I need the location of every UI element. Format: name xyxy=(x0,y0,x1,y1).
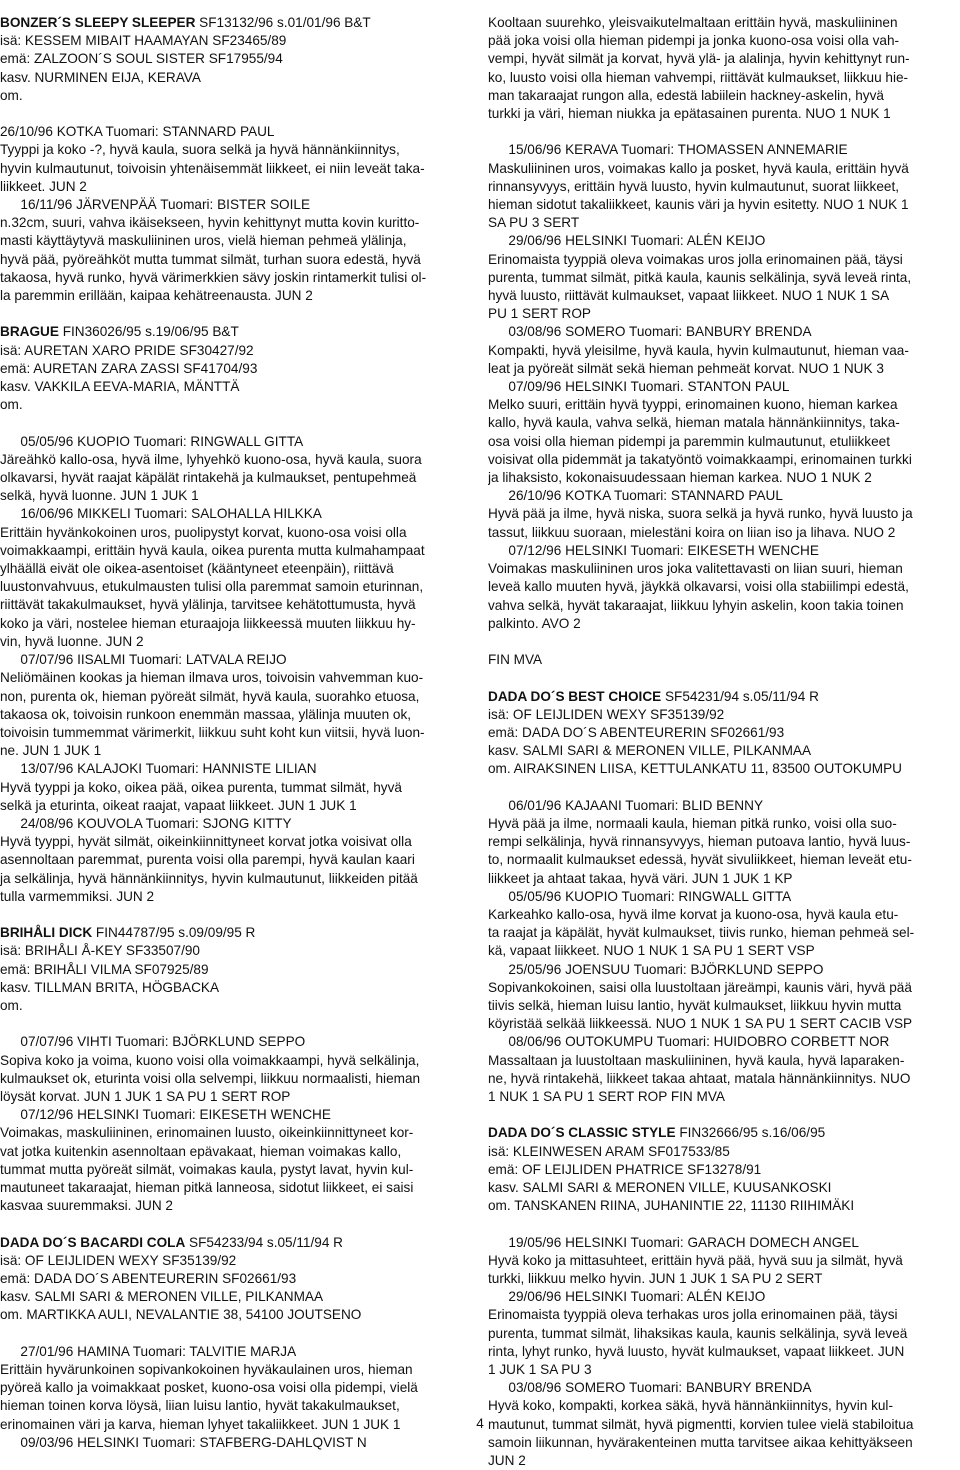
text-line: tummat mutta pyöreät silmät, voimakas kaula, pystyt lavat, hyvin kul- xyxy=(0,1161,414,1177)
right-column xyxy=(488,14,960,1470)
text-line: purenta, tummat silmät, lihaksikas kaula, kaunis selkälinja, syvä leveä xyxy=(488,1325,908,1341)
text-line: Karkeahko kallo-osa, hyvä ilme korvat ja kuono-osa, hyvä kaula etu- xyxy=(488,906,899,922)
text-line: 24/08/96 KOUVOLA Tuomari: SJONG KITTY xyxy=(0,815,292,831)
text-line: emä: ZALZOON´S SOUL SISTER SF17955/94 xyxy=(0,51,283,67)
text-line: liikkeet. JUN 2 xyxy=(0,178,87,194)
text-line: Hyvä pää ja ilme, hyvä niska, suora selkä ja hyvä runko, hyvä luusto ja xyxy=(488,506,913,522)
text-line: koko ja väri, nostelee hieman eturaajoja liikkeessä muuten liikkuu hy- xyxy=(0,615,416,631)
text-line: kallo, hyvä kaula, vahva selkä, hieman matala hännänkiinnitys, taka- xyxy=(488,415,900,431)
text-line: kasvaa suuremmaksi. JUN 2 xyxy=(0,1198,173,1214)
text-line: ko, luusto voisi olla hieman vahvempi, riittävät kulmaukset, liikkuu hie- xyxy=(488,69,909,85)
text-line: vempi, hyvät silmät ja korvat, hyvä ylä- ja alalinja, hyvin kehittynyt run- xyxy=(488,51,910,67)
dog-name: DADA DO´S BACARDI COLA xyxy=(0,1234,186,1250)
text-line: 09/03/96 HELSINKI Tuomari: STAFBERG-DAHLQVIST N xyxy=(0,1434,367,1450)
text-line: vahva selkä, hyvät takaraajat, liikkuu lyhyin askelin, koon takia toinen xyxy=(488,597,904,613)
entry-spacer xyxy=(0,305,466,323)
text-line: kasv. NURMINEN EIJA, KERAVA xyxy=(0,69,201,85)
text-line: kä, vapaat liikkeet. NUO 1 NUK 1 SA PU 1 SERT VSP xyxy=(488,943,815,959)
text-line: 15/06/96 KERAVA Tuomari: THOMASSEN ANNEMARIE xyxy=(488,142,848,158)
text-line: hyvin kulmautunut, toivoisin yhtenäisemmät liikkeet, ei niin leveät taka- xyxy=(0,160,425,176)
text-line: isä: KLEINWESEN ARAM SF017533/85 xyxy=(488,1143,730,1159)
text-line: Erinomaista tyyppiä oleva voimakas uros jolla erinomainen pää, täysi xyxy=(488,251,903,267)
text-line: Erittäin hyvärunkoinen sopivankokoinen hyväkaulainen uros, hieman xyxy=(0,1361,413,1377)
text-line: leat ja pyöreät silmät sekä hieman pehmeät korvat. NUO 1 NUK 3 xyxy=(488,360,884,376)
text-line: tassut, liikkuu suoraan, mielestäni koira on liian iso ja lihava. NUO 2 xyxy=(488,524,896,540)
text-line: kulmaukset ok, eturinta voisi olla selvempi, liikkuu normaalisti, hieman xyxy=(0,1070,421,1086)
text-line: to, normaalit kulmaukset edessä, hyvät sivuliikkeet, hieman leveät etu- xyxy=(488,852,912,868)
text-line: om. xyxy=(0,87,23,103)
text-line: takaosa, hyvä runko, hyvä värimerkkien sävy joskin rintamerkit tulisi ol- xyxy=(0,269,427,285)
entry-brihali xyxy=(0,924,466,1215)
text-line: om. xyxy=(0,397,23,413)
text-line: pyöreä kallo ja voimakkaat posket, kuono-osa voisi olla pidempi, vielä xyxy=(0,1380,418,1396)
text-line: 1 NUK 1 SA PU 1 SERT ROP FIN MVA xyxy=(488,1088,725,1104)
dog-name: BONZER´S SLEEPY SLEEPER xyxy=(0,15,196,30)
text-line: 26/10/96 KOTKA Tuomari: STANNARD PAUL xyxy=(0,124,275,140)
blank-line xyxy=(0,105,466,123)
text-line: 29/06/96 HELSINKI Tuomari: ALÉN KEIJO xyxy=(488,233,766,249)
text-line: Sopivankokoinen, saisi olla luustoltaan järeämpi, kaunis väri, hyvä pää xyxy=(488,979,912,995)
text-line: Melko suuri, erittäin hyvä tyyppi, erinomainen kuono, hieman karkea xyxy=(488,397,898,413)
blank-line xyxy=(488,633,960,651)
text-line: om. TANSKANEN RIINA, JUHANINTIE 22, 11130 RIIHIMÄKI xyxy=(488,1198,855,1214)
blank-line xyxy=(488,1215,960,1233)
text-line: Voimakas maskuliininen uros joka valitettavasti on liian suuri, hieman xyxy=(488,561,903,577)
text-line: 25/05/96 JOENSUU Tuomari: BJÖRKLUND SEPPO xyxy=(488,961,824,977)
left-column xyxy=(0,14,466,1452)
text-line: non, purenta ok, hieman pyöreät silmät, hyvä kaula, suorahko etuosa, xyxy=(0,688,420,704)
text-line: 07/09/96 HELSINKI Tuomari. STANTON PAUL xyxy=(488,379,790,395)
text-line: Kompakti, hyvä yleisilme, hyvä kaula, hyvin kulmautunut, hieman vaa- xyxy=(488,342,909,358)
blank-line xyxy=(0,414,466,432)
text-line: om. MARTIKKA AULI, NEVALANTIE 38, 54100 JOUTSENO xyxy=(0,1307,362,1323)
text-line: kasv. SALMI SARI & MERONEN VILLE, KUUSANKOSKI xyxy=(488,1179,832,1195)
text-line: 07/12/96 HELSINKI Tuomari: EIKESETH WENCHE xyxy=(0,1107,331,1123)
dog-name: DADA DO´S CLASSIC STYLE xyxy=(488,1125,676,1141)
text-line: kasv. VAKKILA EEVA-MARIA, MÄNTTÄ xyxy=(0,379,240,395)
text-line: Järeähkö kallo-osa, hyvä ilme, lyhyehkö kuono-osa, hyvä kaula, suora xyxy=(0,451,422,467)
text-line: isä: OF LEIJLIDEN WEXY SF35139/92 xyxy=(0,1252,237,1268)
text-line: Hyvä koko ja mittasuhteet, erittäin hyvä pää, hyvä suu ja silmät, hyvä xyxy=(488,1252,903,1268)
text-line: emä: BRIHÅLI VILMA SF07925/89 xyxy=(0,961,209,977)
text-line: rinnansyvyys, erittäin hyvä luusto, hyvin kulmautunut, suorat liikkeet, xyxy=(488,178,900,194)
text-line: Erinomaista tyyppiä oleva terhakas uros jolla erinomainen pää, täysi xyxy=(488,1307,898,1323)
text-line: purenta, tummat silmät, pitkä kaula, kaunis selkälinja, syvä leveä rinta, xyxy=(488,269,912,285)
text-line: n.32cm, suuri, vahva ikäisekseen, hyvin kehittynyt mutta kovin kuritto- xyxy=(0,215,420,231)
text-line: leveä kallo muuten hyvä, jäykkä olkavarsi, voisi olla stabiilimpi edestä, xyxy=(488,579,909,595)
text-line: 07/07/96 IISALMI Tuomari: LATVALA REIJO xyxy=(0,652,287,668)
dog-name: DADA DO´S BEST CHOICE xyxy=(488,688,662,704)
text-line: löysät korvat. JUN 1 JUK 1 SA PU 1 SERT ROP xyxy=(0,1088,291,1104)
dog-header: DADA DO´S BACARDI COLA SF54233/94 s.05/11/94 R xyxy=(0,1234,343,1250)
text-line: tiivis selkä, hieman luisu lantio, hyvät kulmaukset, liikkuu hyvin mutta xyxy=(488,997,902,1013)
text-line: 06/01/96 KAJAANI Tuomari: BLID BENNY xyxy=(488,797,764,813)
text-line: SA PU 3 SERT xyxy=(488,215,580,231)
page-number: 4 xyxy=(476,1416,484,1431)
text-line: 16/11/96 JÄRVENPÄÄ Tuomari: BISTER SOILE xyxy=(0,197,311,213)
text-line: Hyvä koko, kompakti, korkea säkä, hyvä hännänkiinnitys, hyvin kul- xyxy=(488,1398,893,1414)
text-line: köyristää selkää liikkeessä. NUO 1 NUK 1 SA PU 1 SERT CACIB VSP xyxy=(488,1016,913,1032)
text-line: Massaltaan ja luustoltaan maskuliininen, hyvä kaula, hyvä laparaken- xyxy=(488,1052,905,1068)
text-line: 26/10/96 KOTKA Tuomari: STANNARD PAUL xyxy=(488,488,783,504)
entry-bonzer xyxy=(0,14,466,305)
text-line: 03/08/96 SOMERO Tuomari: BANBURY BRENDA xyxy=(488,1380,812,1396)
text-line: liikkeet ja ahtaat takaa, hyvä väri. JUN 1 JUK 1 KP xyxy=(488,870,793,886)
dog-header: BRIHÅLI DICK FIN44787/95 s.09/09/95 R xyxy=(0,925,256,941)
blank-line xyxy=(0,1325,466,1343)
text-line: kasv. SALMI SARI & MERONEN VILLE, PILKANMAA xyxy=(488,743,812,759)
entry-bestchoice xyxy=(488,688,960,1107)
dog-header: DADA DO´S CLASSIC STYLE FIN32666/95 s.16/06/95 xyxy=(488,1125,826,1141)
dog-header: BRAGUE FIN36026/95 s.19/06/95 B&T xyxy=(0,324,239,340)
text-line: palkinto. AVO 2 xyxy=(488,615,581,631)
text-line: Hyvä tyyppi ja koko, oikea pää, oikea purenta, tummat silmät, hyvä xyxy=(0,779,402,795)
entry-brague xyxy=(0,323,466,906)
text-line: olkavarsi, hyvät raajat käpälät rintakehä ja kulmaukset, pentupehmeä xyxy=(0,470,417,486)
text-line: mautunut, tummat silmät, hyvä pigmentti, korvien tulee vielä stabiloitua xyxy=(488,1416,914,1432)
text-line: FIN MVA xyxy=(488,652,543,668)
text-line: 03/08/96 SOMERO Tuomari: BANBURY BRENDA xyxy=(488,324,812,340)
entry-spacer xyxy=(488,669,960,687)
text-line: 08/06/96 OUTOKUMPU Tuomari: HUIDOBRO CORBETT NOR xyxy=(488,1034,890,1050)
text-line: isä: KESSEM MIBAIT HAAMAYAN SF23465/89 xyxy=(0,33,287,49)
text-line: ylhäällä eivät ole oikea-asentoiset (kääntyneet eteenpäin), riittävä xyxy=(0,561,394,577)
text-line: isä: OF LEIJLIDEN WEXY SF35139/92 xyxy=(488,706,725,722)
text-line: hieman sidotut takaliikkeet, kaunis väri ja hyvin esitetty. NUO 1 NUK 1 xyxy=(488,197,909,213)
text-line: hieman toinen korva löysä, liian luisu lantio, hyvät takakulmaukset, xyxy=(0,1398,400,1414)
text-line: rinta, lyhyt runko, hyvä luusto, hyvät kulmaukset, vapaat liikkeet. JUN xyxy=(488,1343,905,1359)
text-line: 27/01/96 HAMINA Tuomari: TALVITIE MARJA xyxy=(0,1343,297,1359)
text-line: ne, hyvä rintakehä, liikkeet takaa ahtaat, matala hännänkiinnitys. NUO xyxy=(488,1070,911,1086)
blank-line xyxy=(488,779,960,797)
blank-line xyxy=(488,123,960,141)
text-line: 19/05/96 HELSINKI Tuomari: GARACH DOMECH ANGEL xyxy=(488,1234,859,1250)
text-line: hyvä pää, pyöreähköt mutta tummat silmät, turhan suora edestä, hyvä xyxy=(0,251,421,267)
text-line: ja lihaksisto, kokonaisuudessaan hieman karkea. NUO 1 NUK 2 xyxy=(488,470,872,486)
text-line: toivoisin tummemmat värimerkit, liikkuu suht koht kun viitsii, hyvä luon- xyxy=(0,724,425,740)
entry-spacer xyxy=(488,1106,960,1124)
text-line: osa voisi olla hieman pidempi ja paremmin kulmautunut, etuliikkeet xyxy=(488,433,890,449)
text-line: Tyyppi ja koko -?, hyvä kaula, suora selkä ja hyvä hännänkiinnitys, xyxy=(0,142,400,158)
text-line: Voimakas, maskuliininen, erinomainen luusto, oikeinkiinnittyneet kor- xyxy=(0,1125,414,1141)
text-line: kasv. TILLMAN BRITA, HÖGBACKA xyxy=(0,979,220,995)
text-line: ja selkälinja, hyvä hännänkiinnitys, hyvin kulmautunut, liikkeiden pitää xyxy=(0,870,418,886)
text-line: la paremmin erillään, kaipaa kehätreenausta. JUN 2 xyxy=(0,288,313,304)
text-line: man takaraajat rungon alla, edestä labiilein hackney-askelin, hyvä xyxy=(488,87,884,103)
text-line: masti käyttäytyvä maskuliininen uros, vielä hieman pehmeä ylälinja, xyxy=(0,233,407,249)
text-line: pää joka voisi olla hieman pidempi ja jonka kuono-osa voisi olla vah- xyxy=(488,33,900,49)
text-line: om. xyxy=(0,997,23,1013)
text-line: rempi selkälinja, hyvä rinnansyvyys, hieman putoava lantio, hyvä luus- xyxy=(488,834,911,850)
text-line: kasv. SALMI SARI & MERONEN VILLE, PILKANMAA xyxy=(0,1289,324,1305)
text-line: 16/06/96 MIKKELI Tuomari: SALOHALLA HILKKA xyxy=(0,506,322,522)
text-line: 05/05/96 KUOPIO Tuomari: RINGWALL GITTA xyxy=(488,888,792,904)
text-line: 07/07/96 VIHTI Tuomari: BJÖRKLUND SEPPO xyxy=(0,1034,306,1050)
text-line: mautuneet takaraajat, hieman pitkä lanneosa, sidotut liikkeet, ei saisi xyxy=(0,1179,414,1195)
text-line: emä: OF LEIJLIDEN PHATRICE SF13278/91 xyxy=(488,1161,762,1177)
text-line: Maskuliininen uros, voimakas kallo ja posket, hyvä kaula, erittäin hyvä xyxy=(488,160,909,176)
text-line: hyvä luusto, riittävät kulmaukset, vapaat liikkeet. NUO 1 NUK 1 SA xyxy=(488,288,890,304)
text-line: selkä, hyvä luonne. JUN 1 JUK 1 xyxy=(0,488,199,504)
text-line: ne. JUN 1 JUK 1 xyxy=(0,743,102,759)
text-line: Neliömäinen kookas ja hieman ilmava uros, toivoisin vahvemman kuo- xyxy=(0,670,424,686)
text-line: 05/05/96 KUOPIO Tuomari: RINGWALL GITTA xyxy=(0,433,304,449)
text-line: isä: AURETAN XARO PRIDE SF30427/92 xyxy=(0,342,254,358)
text-line: 13/07/96 KALAJOKI Tuomari: HANNISTE LILIAN xyxy=(0,761,317,777)
text-line: om. AIRAKSINEN LIISA, KETTULANKATU 11, 83500 OUTOKUMPU xyxy=(488,761,902,777)
text-line: emä: DADA DO´S ABENTEURERIN SF02661/93 xyxy=(0,1270,297,1286)
dog-header: BONZER´S SLEEPY SLEEPER SF13132/96 s.01/01/96 B&T xyxy=(0,15,371,30)
text-line: Hyvä tyyppi, hyvät silmät, oikeinkiinnittyneet korvat jotka voisivat olla xyxy=(0,834,412,850)
text-line: tulla varmemmiksi. JUN 2 xyxy=(0,888,155,904)
text-line: voimakkaampi, erittäin hyvä kaula, oikea purenta mutta kulmahampaat xyxy=(0,542,425,558)
text-line: JUN 2 xyxy=(488,1453,526,1469)
text-line: PU 1 SERT ROP xyxy=(488,306,591,322)
text-line: selkä ja eturinta, oikeat raajat, vapaat liikkeet. JUN 1 JUK 1 xyxy=(0,797,357,813)
entry-spacer xyxy=(0,1215,466,1233)
text-line: samoin liikunnan, hyvärakenteinen mutta tarvitsee aikaa kehittyäkseen xyxy=(488,1434,913,1450)
dog-name: BRIHÅLI DICK xyxy=(0,925,93,941)
text-line: isä: BRIHÅLI Å-KEY SF33507/90 xyxy=(0,943,200,959)
text-line: turkki, liikkuu melko hyvin. JUN 1 JUK 1 SA PU 2 SERT xyxy=(488,1270,823,1286)
dog-header: DADA DO´S BEST CHOICE SF54231/94 s.05/11/94 R xyxy=(488,688,819,704)
text-line: asennoltaan paremmat, purenta voisi olla parempi, hyvä kaulan kaari xyxy=(0,852,415,868)
text-line: turkki ja väri, hieman niukka ja epätasainen purenta. NUO 1 NUK 1 xyxy=(488,106,891,122)
text-line: riittävät takakulmaukset, hyvä ylälinja, tarvitsee kehätottumusta, hyvä xyxy=(0,597,416,613)
text-line: voisivat olla pidemmät ja takatyöntö voimakkaampi, erinomainen turkki xyxy=(488,451,912,467)
text-line: Kooltaan suurehko, yleisvaikutelmaltaan erittäin hyvä, maskuliininen xyxy=(488,15,898,30)
text-line: vin, hyvä luonne. JUN 2 xyxy=(0,633,144,649)
text-line: Sopiva koko ja voima, kuono voisi olla voimakkaampi, hyvä selkälinja, xyxy=(0,1052,420,1068)
text-line: erinomainen väri ja karva, hieman lyhyet takaliikkeet. JUN 1 JUK 1 xyxy=(0,1416,401,1432)
text-line: 1 JUK 1 SA PU 3 xyxy=(488,1362,592,1377)
dog-name: BRAGUE xyxy=(0,324,59,340)
text-line: Hyvä pää ja ilme, normaali kaula, hieman pitkä runko, voisi olla suo- xyxy=(488,815,897,831)
text-line: Erittäin hyvänkokoinen uros, puolipystyt korvat, kuono-osa voisi olla xyxy=(0,524,407,540)
text-line: luustonvahvuus, etukulmausten tulisi olla paremmat samoin eturinnan, xyxy=(0,579,424,595)
text-line: vat jotka kuitenkin asennoltaan epävakaat, hieman voimakas kallo, xyxy=(0,1143,402,1159)
entry-cont xyxy=(488,14,960,669)
text-line: 29/06/96 HELSINKI Tuomari: ALÉN KEIJO xyxy=(488,1289,766,1305)
blank-line xyxy=(0,1015,466,1033)
text-line: emä: DADA DO´S ABENTEURERIN SF02661/93 xyxy=(488,724,785,740)
entry-spacer xyxy=(0,906,466,924)
text-line: ta raajat ja käpälät, hyvät kulmaukset, tiivis runko, hieman pehmeä sel- xyxy=(488,925,915,941)
text-line: takaosa ok, toivoisin runkoon enemmän massaa, ylälinja muuten ok, xyxy=(0,706,412,722)
text-line: emä: AURETAN ZARA ZASSI SF41704/93 xyxy=(0,360,258,376)
text-line: 07/12/96 HELSINKI Tuomari: EIKESETH WENCHE xyxy=(488,542,819,558)
